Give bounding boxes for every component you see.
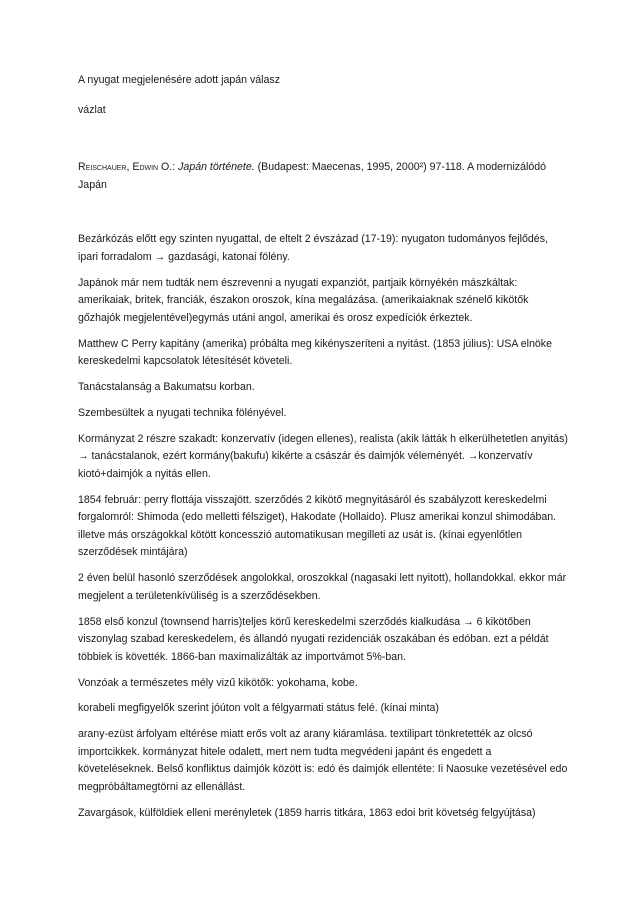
- bibliographic-reference: [78, 159, 570, 194]
- paragraph: Zavargások, külföldiek elleni merényletek (1859 harris titkára, 1863 edoi brit követség felgyújtása): [78, 806, 536, 819]
- reference-author-rest: O.:: [158, 161, 179, 174]
- paragraph: Vonzóak a természetes mély vizű kikötők: yokohama, kobe.: [78, 676, 358, 689]
- paragraph: 2 éven belül hasonló szerződések angolokkal, oroszokkal (nagasaki lett nyitott), hollandokkal. ekkor már megjelent a területenkívüliség is a szerződésekben.: [78, 572, 567, 602]
- reference-author: Reischauer, Edwin: [78, 161, 159, 174]
- paragraph: Tanácstalanság a Bakumatsu korban.: [78, 381, 255, 394]
- document-subtitle: vázlat: [78, 103, 106, 116]
- paragraph: korabeli megfigyelők szerint jóúton volt a félgyarmati státus felé. (kínai minta): [78, 702, 439, 715]
- paragraph: Kormányzat 2 részre szakadt: konzervatív (idegen ellenes), realista (akik látták h elkerülhetetlen anyitás) → tanácstalanok, ezért kormány(bakufu) kikérte a császár és daimjók véleményét. →konzervatív kiotó+daimjók a nyitás ellen.: [78, 432, 568, 480]
- paragraph: Japánok már nem tudták nem észrevenni a nyugati expanziót, partjaik környékén mászkáltak: amerikaiak, britek, franciák, északon oroszok, kína megalázása. (amerikaiaknak szénelő kikötők gőzhajók megjelentével)egymás utáni angol, amerikai és orosz expedíciók érkeztek.: [78, 276, 529, 324]
- paragraph: 1854 február: perry flottája visszajött. szerződés 2 kikötő megnyitásáról és szabályzott kereskedelmi forgalomról: Shimoda (edo melletti félsziget), Hakodate (Hollaido). Plusz amerikai konzul shimodában. illetve más országokkal kötött koncesszió automatikusan megilleti az usát is. (kínai egyenlőtlen szerződések mintájára): [78, 493, 557, 559]
- paragraph: Szembesültek a nyugati technika fölényével.: [78, 406, 287, 419]
- document-page: [78, 72, 570, 830]
- reference-details: (Budapest: Maecenas, 1995, 2000²) 97-118. A modernizálódó Japán: [78, 161, 547, 191]
- paragraph: 1858 első konzul (townsend harris)teljes körű kereskedelmi szerződés kialkudása → 6 kikötőben viszonylag szabad kereskedelem, és állandó nyugati rezidenciák oszakában és edóban. ezt a példát többiek is követték. 1866-ban maximalizálták az importvámot 5%-ban.: [78, 615, 549, 663]
- reference-book-title: Japán története.: [178, 161, 255, 174]
- document-title: A nyugat megjelenésére adott japán válasz: [78, 74, 281, 86]
- paragraph: Matthew C Perry kapitány (amerika) próbálta meg kikényszeríteni a nyitást. (1853 július): USA elnöke kereskedelmi kapcsolatok létesítését követeli.: [78, 337, 552, 368]
- paragraph: Bezárkózás előtt egy szinten nyugattal, de eltelt 2 évszázad (17-19): nyugaton tudományos fejlődés, ipari forradalom → gazdasági, katonai fölény.: [78, 233, 548, 263]
- paragraph: arany-ezüst árfolyam eltérése miatt erős volt az arany kiáramlása. textilipart tönkretették az olcsó importcikkek. kormányzat hitele odalett, mert nem tudta megvédeni japánt és engedett a követeléseknek. Belső konfliktus daimjók között is: edó és daimjók ellentéte: Ii Naosuke vezetésével edo megpróbáltamegtörni az ellenállást.: [78, 728, 568, 793]
